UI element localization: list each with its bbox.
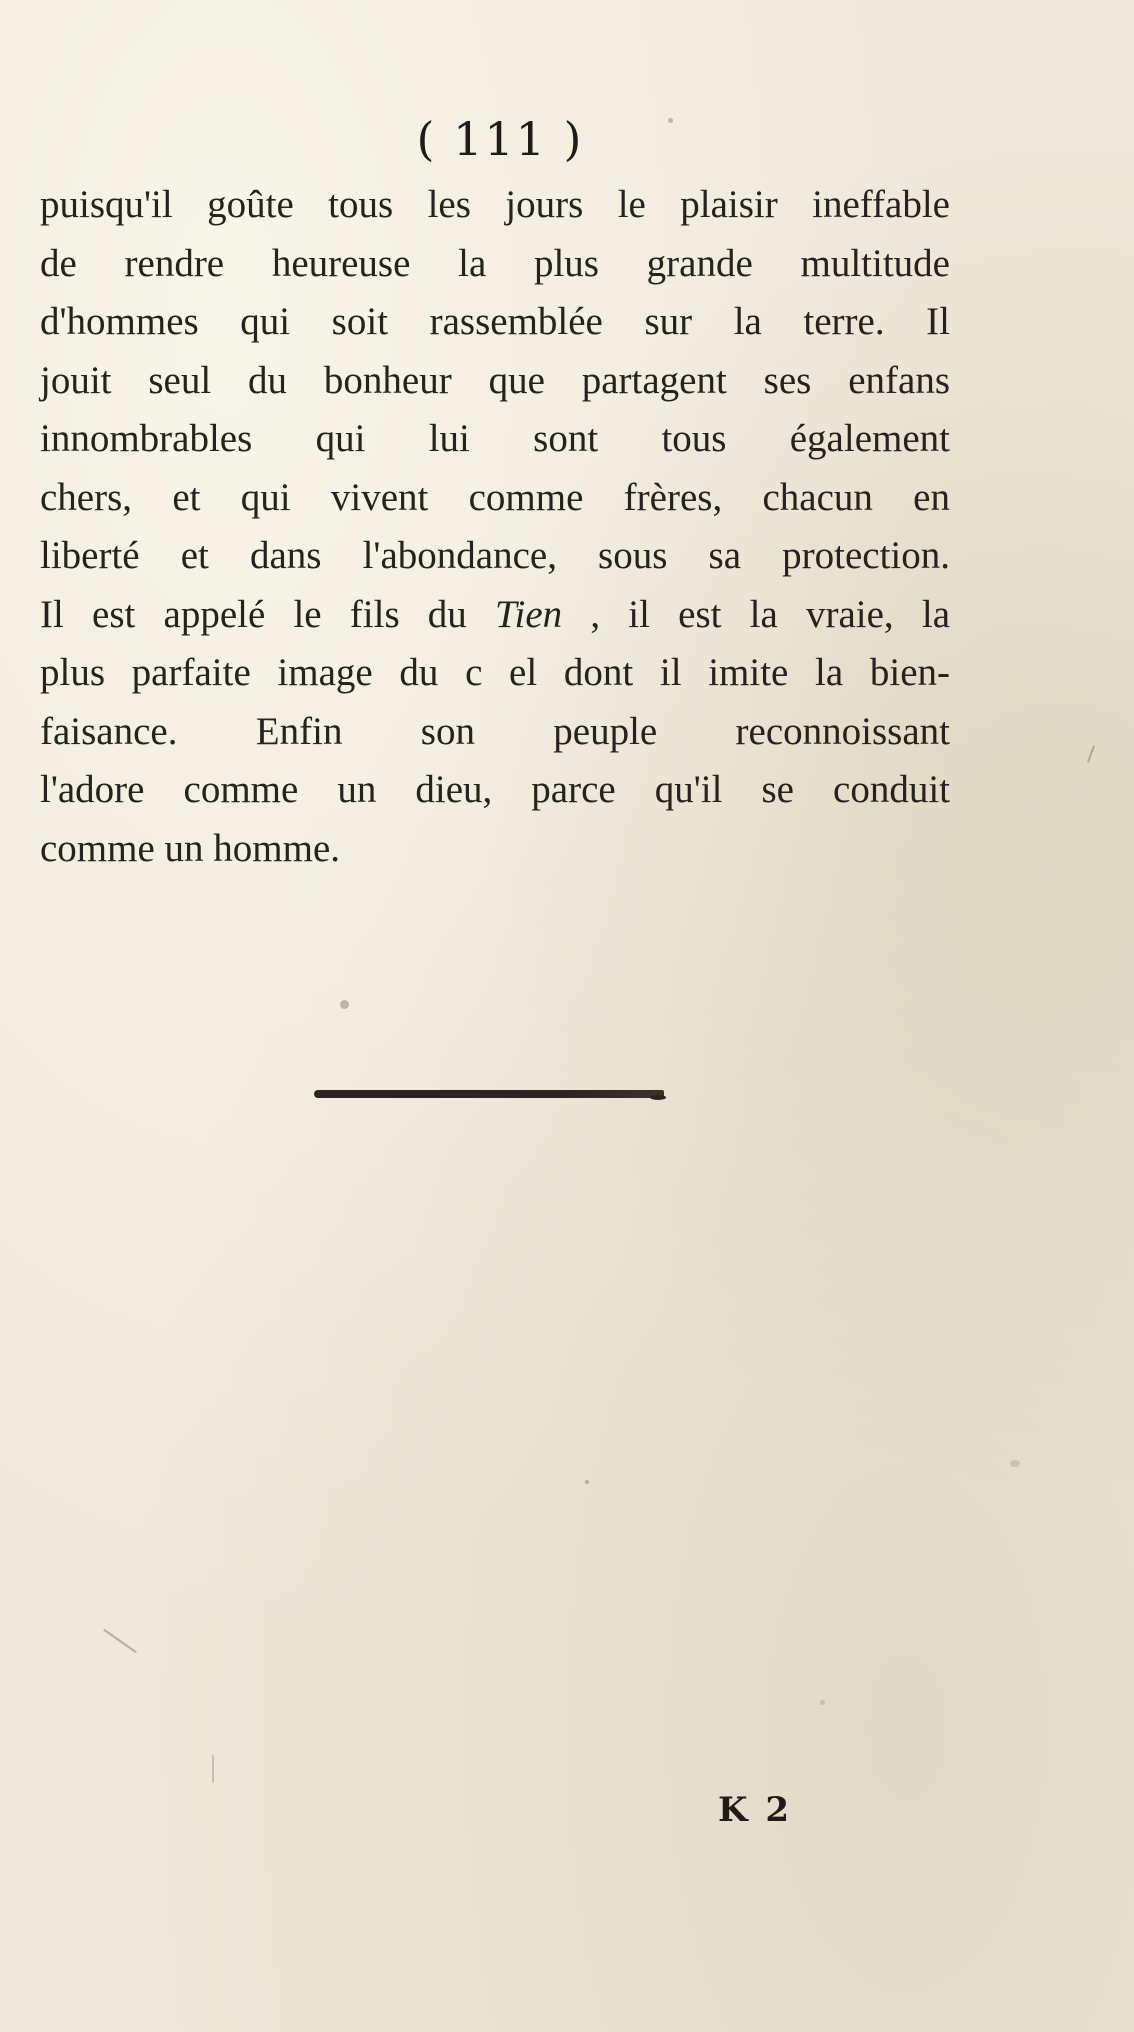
body-text [40,176,950,878]
paper-speck [1010,1460,1020,1467]
decorative-rule [314,1090,664,1098]
text-line: comme un homme. [40,826,341,870]
text-segment: , il est la vraie, la [590,592,951,636]
decorative-rule-tail [650,1095,666,1100]
text-line: innombrables qui lui sont tous également [40,417,950,460]
paper-speck [820,1700,825,1705]
text-line-with-italic [40,586,950,645]
paper-speck [1087,745,1095,763]
text-line: plus parfaite image du c el dont il imite la bien- [40,651,950,694]
paper-speck [212,1755,214,1783]
paper-speck [585,1480,589,1484]
text-segment: Il est appelé le fils du [40,592,467,636]
text-line: l'adore comme un dieu, parce qu'il se conduit [40,768,950,811]
signature-mark: K 2 [718,1790,793,1830]
paper-speck [340,1000,349,1009]
text-line: chers, et qui vivent comme frères, chacun en [40,475,950,519]
italic-word: Tien [495,592,563,636]
text-line: faisance. Enfin son peuple reconnoissant [40,709,950,753]
page-number: ( 111 ) [416,112,584,166]
text-line: puisqu'il goûte tous les jours le plaisir ineffable [40,183,950,226]
paper-speck [103,1629,137,1654]
text-line: d'hommes qui soit rassemblée sur la terre. Il [40,300,950,343]
text-line: jouit seul du bonheur que partagent ses enfans [40,358,950,402]
text-line: liberté et dans l'abondance, sous sa protection. [40,534,950,577]
text-line: de rendre heureuse la plus grande multitude [40,241,950,285]
